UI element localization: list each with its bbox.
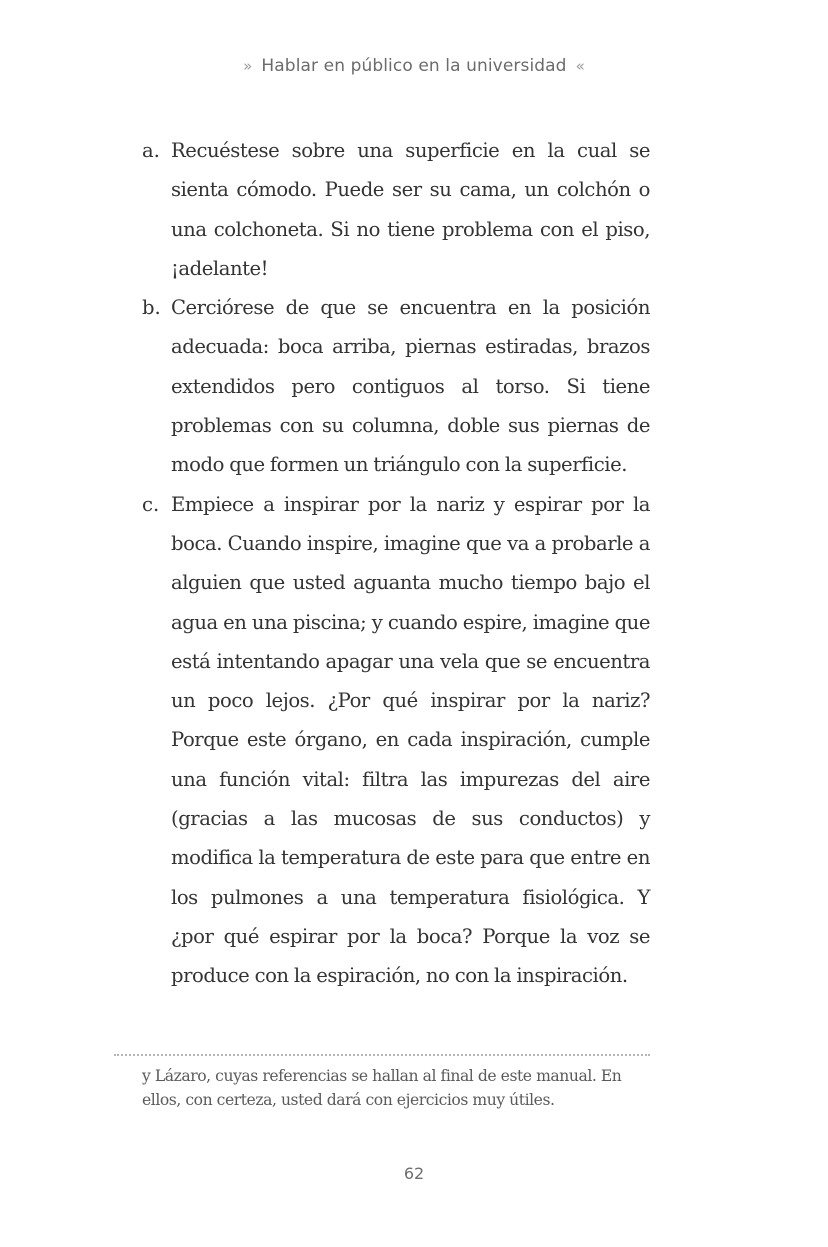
list-marker: c. (142, 492, 160, 516)
header-title: Hablar en público en la universidad (261, 56, 567, 76)
list-item-text: Empiece a inspirar por la nariz y espirar por la boca. Cuando inspire, imagine que va a probarle a alguien que usted aguanta mucho tiempo bajo el agua en una piscina; y cuando espire, imagine que está intentando apagar una vela que se encuentra un poco lejos. ¿Por qué inspirar por la nariz? Porque este órgano, en cada inspiración, cumple una función vital: filtra las impurezas del aire (gracias a las mucosas de sus conductos) y modifica la temperatura de este para que entre en los pulmones a una temperatura fisiológica. Y ¿por qué espirar por la boca? Porque la voz se produce con la espiración, no con la inspiración. (171, 492, 650, 988)
list-item-c (142, 485, 650, 996)
page-number: 62 (403, 1164, 425, 1183)
instruction-list (142, 131, 650, 996)
list-item-a (142, 131, 650, 288)
header-left-mark: » (243, 57, 253, 75)
footnote: y Lázaro, cuyas referencias se hallan al final de este manual. En ellos, con certeza, usted dará con ejercicios muy útiles. (142, 1067, 622, 1109)
list-marker: a. (142, 139, 160, 162)
running-header (0, 56, 828, 76)
footnote-divider (114, 1054, 650, 1056)
list-marker: b. (142, 296, 161, 320)
list-item-text: Cerciórese de que se encuentra en la posición adecuada: boca arriba, piernas estiradas, brazos extendidos pero contiguos al torso. Si tiene problemas con su columna, doble sus piernas de modo que formen un triángulo con la superficie. (171, 296, 650, 477)
list-item-b (142, 288, 650, 484)
header-right-mark: « (575, 57, 585, 75)
list-item-text: Recuéstese sobre una superficie en la cual se sienta cómodo. Puede ser su cama, un colchón o una colchoneta. Si no tiene problema con el piso, ¡adelante! (171, 139, 650, 280)
